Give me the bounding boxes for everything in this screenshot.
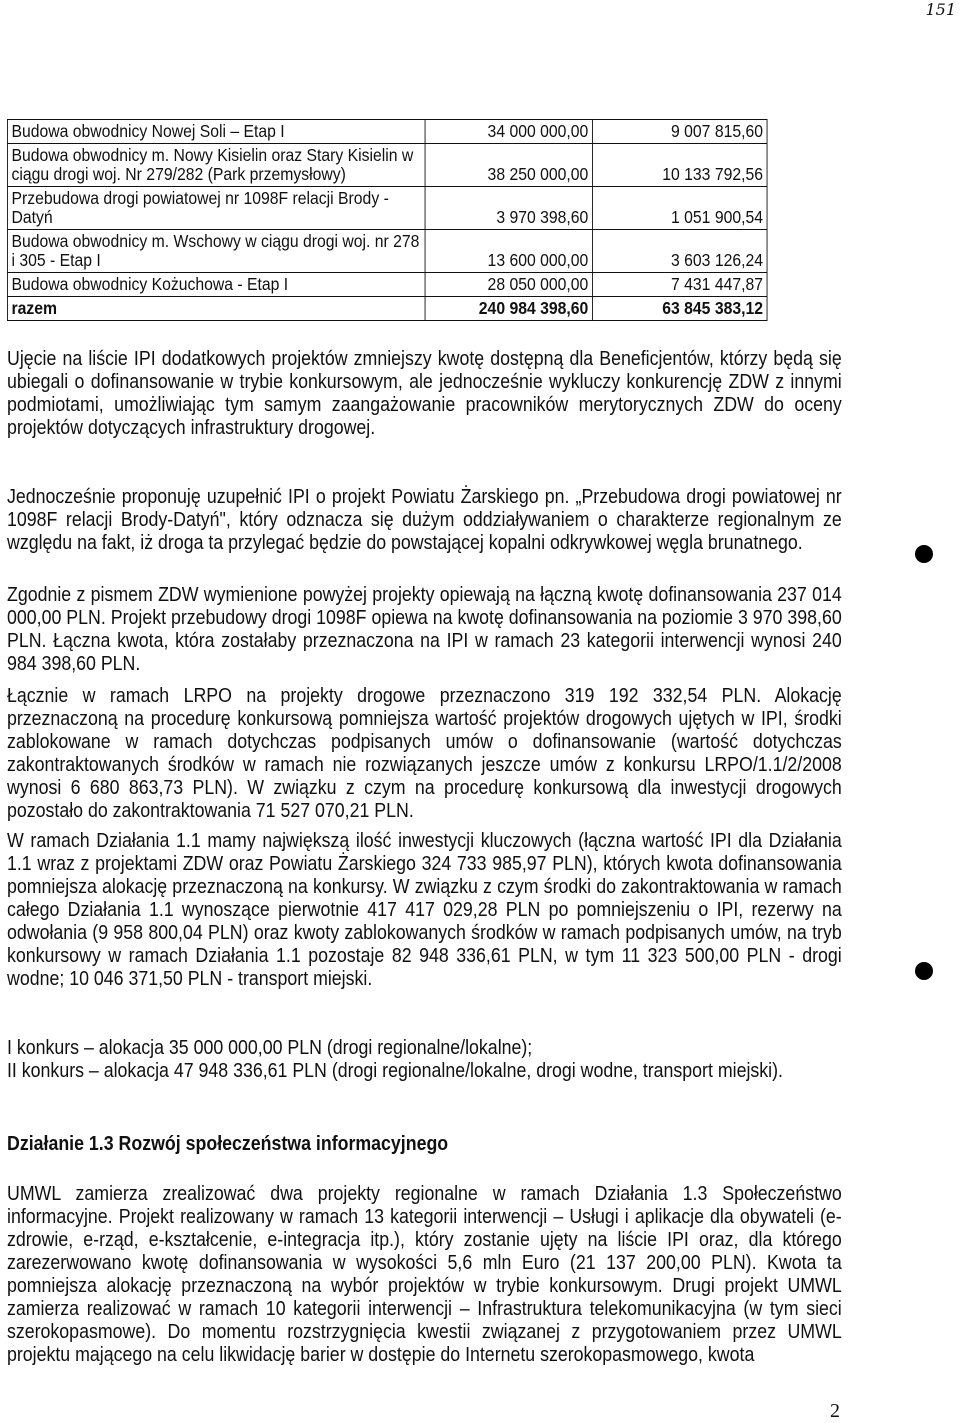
project-name: Budowa obwodnicy Nowej Soli – Etap I (7, 120, 425, 144)
project-name: Budowa obwodnicy Kożuchowa - Etap I (7, 273, 425, 297)
project-total-cost: 13 600 000,00 (425, 230, 592, 273)
paragraph-competition-1: I konkurs – alokacja 35 000 000,00 PLN (drogi regionalne/lokalne); (7, 1037, 533, 1059)
total-cost-sum: 240 984 398,60 (425, 297, 592, 321)
paragraph-zdw-amounts: Zgodnie z pismem ZDW wymienione powyżej projekty opiewają na łączną kwotę dofinansowania 237 014 000,00 PLN. Projekt przebudowy drogi 1098F opiewa na kwotę dofinansowania na poziomie 3 970 398,60 PLN. Łączna kwota, która zostałaby przeznaczona na IPI w ramach 23 kategorii interwencji wynosi 240 984 398,60 PLN. (7, 584, 842, 675)
page-mark: 151 (925, 0, 956, 19)
projects-table (7, 119, 768, 321)
paragraph-competition-2: II konkurs – alokacja 47 948 336,61 PLN (drogi regionalne/lokalne, drogi wodne, transport miejski). (7, 1060, 783, 1082)
project-funding: 9 007 815,60 (592, 120, 767, 144)
table-row (7, 144, 767, 187)
table-row (7, 230, 767, 273)
section-title: Działanie 1.3 Rozwój społeczeństwa informacyjnego (7, 1133, 449, 1155)
total-label: razem (7, 297, 425, 321)
project-funding: 10 133 792,56 (592, 144, 767, 187)
paragraph-action-1-3: UMWL zamierza zrealizować dwa projekty regionalne w ramach Działania 1.3 Społeczeństwo informacyjne. Projekt realizowany w ramach 13 kategorii interwencji – Usługi i aplikacje dla obywateli (e-zdrowie, e-rząd, e-kształcenie, e-integracja itp.), który zostanie ujęty na liście IPI oraz, dla którego zarezerwowano kwotę dofinansowania w wysokości 5,6 mln Euro (21 137 200,00 PLN). Kwota ta pomniejsza alokację przeznaczoną na wybór projektów w trybie konkursowym. Drugi projekt UMWL zamierza realizować w ramach 10 kategorii interwencji – Infrastruktura telekomunikacyjna (w tym sieci szerokopasmowe). Do momentu rozstrzygnięcia kwestii związanej z przygotowaniem przez UMWL projektu mającego na celu likwidację barier w dostępie do Internetu szerokopasmowego, kwota (7, 1183, 842, 1366)
paragraph-action-1-1: W ramach Działania 1.1 mamy największą ilość inwestycji kluczowych (łączna wartość IPI dla Działania 1.1 wraz z projektami ZDW oraz Powiatu Żarskiego 324 733 985,97 PLN), których kwota dofinansowania pomniejsza alokację przeznaczoną na konkursy. W związku z czym środki do zakontraktowania w ramach całego Działania 1.1 wynoszące pierwotnie 417 417 029,28 PLN po pomniejszeniu o IPI, rezerwy na odwołania (9 958 800,04 PLN) oraz kwoty zablokowanych środków w ramach podpisanych umów, na tryb konkursowy w ramach Działania 1.1 pozostaje 82 948 336,61 PLN, w tym 11 323 500,00 PLN - drogi wodne; 10 046 371,50 PLN - transport miejski. (7, 830, 842, 990)
table-total-row (7, 297, 767, 321)
margin-bullet (915, 962, 933, 980)
project-funding: 3 603 126,24 (592, 230, 767, 273)
table-row (7, 120, 767, 144)
project-name: Budowa obwodnicy m. Wschowy w ciągu drogi woj. nr 278 i 305 - Etap I (7, 230, 425, 273)
project-funding: 7 431 447,87 (592, 273, 767, 297)
table-row (7, 187, 767, 230)
page-number: 2 (830, 1400, 840, 1422)
paragraph-lrpo-roads: Łącznie w ramach LRPO na projekty drogowe przeznaczono 319 192 332,54 PLN. Alokację przeznaczoną na procedurę konkursową pomniejsza wartość projektów drogowych ujętych w IPI, środki zablokowane w ramach dotychczas podpisanych umów o dofinansowanie (wartość dotychczas zakontraktowanych środków w ramach nie rozwiązanych jeszcze umów z konkursu LRPO/1.1/2/2008 wynosi 6 680 863,73 PLN). W związku z czym na procedurę konkursową dla inwestycji drogowych pozostało do zakontraktowania 71 527 070,21 PLN. (7, 685, 842, 822)
project-name: Przebudowa drogi powiatowej nr 1098F relacji Brody -Datyń (7, 187, 425, 230)
project-total-cost: 38 250 000,00 (425, 144, 592, 187)
table-row (7, 273, 767, 297)
project-name: Budowa obwodnicy m. Nowy Kisielin oraz Stary Kisielin w ciągu drogi woj. Nr 279/282 (Park przemysłowy) (7, 144, 425, 187)
project-total-cost: 34 000 000,00 (425, 120, 592, 144)
paragraph-zary-proposal: Jednocześnie proponuję uzupełnić IPI o projekt Powiatu Żarskiego pn. „Przebudowa drogi powiatowej nr 1098F relacji Brody-Datyń", który odznacza się dużym oddziaływaniem o charakterze regionalnym ze względu na fakt, iż droga ta przylegać będzie do powstającej kopalni odkrywkowej węgla brunatnego. (7, 486, 842, 554)
total-funding-sum: 63 845 383,12 (592, 297, 767, 321)
paragraph-ipi-impact: Ujęcie na liście IPI dodatkowych projektów zmniejszy kwotę dostępną dla Beneficjentów, którzy będą się ubiegali o dofinansowanie w trybie konkursowym, ale jednocześnie wykluczy konkurencję ZDW z innymi podmiotami, umożliwiając tym samym zaangażowanie pracowników merytorycznych ZDW do oceny projektów dotyczących infrastruktury drogowej. (7, 348, 842, 439)
project-funding: 1 051 900,54 (592, 187, 767, 230)
project-total-cost: 28 050 000,00 (425, 273, 592, 297)
project-total-cost: 3 970 398,60 (425, 187, 592, 230)
margin-bullet (915, 545, 933, 563)
